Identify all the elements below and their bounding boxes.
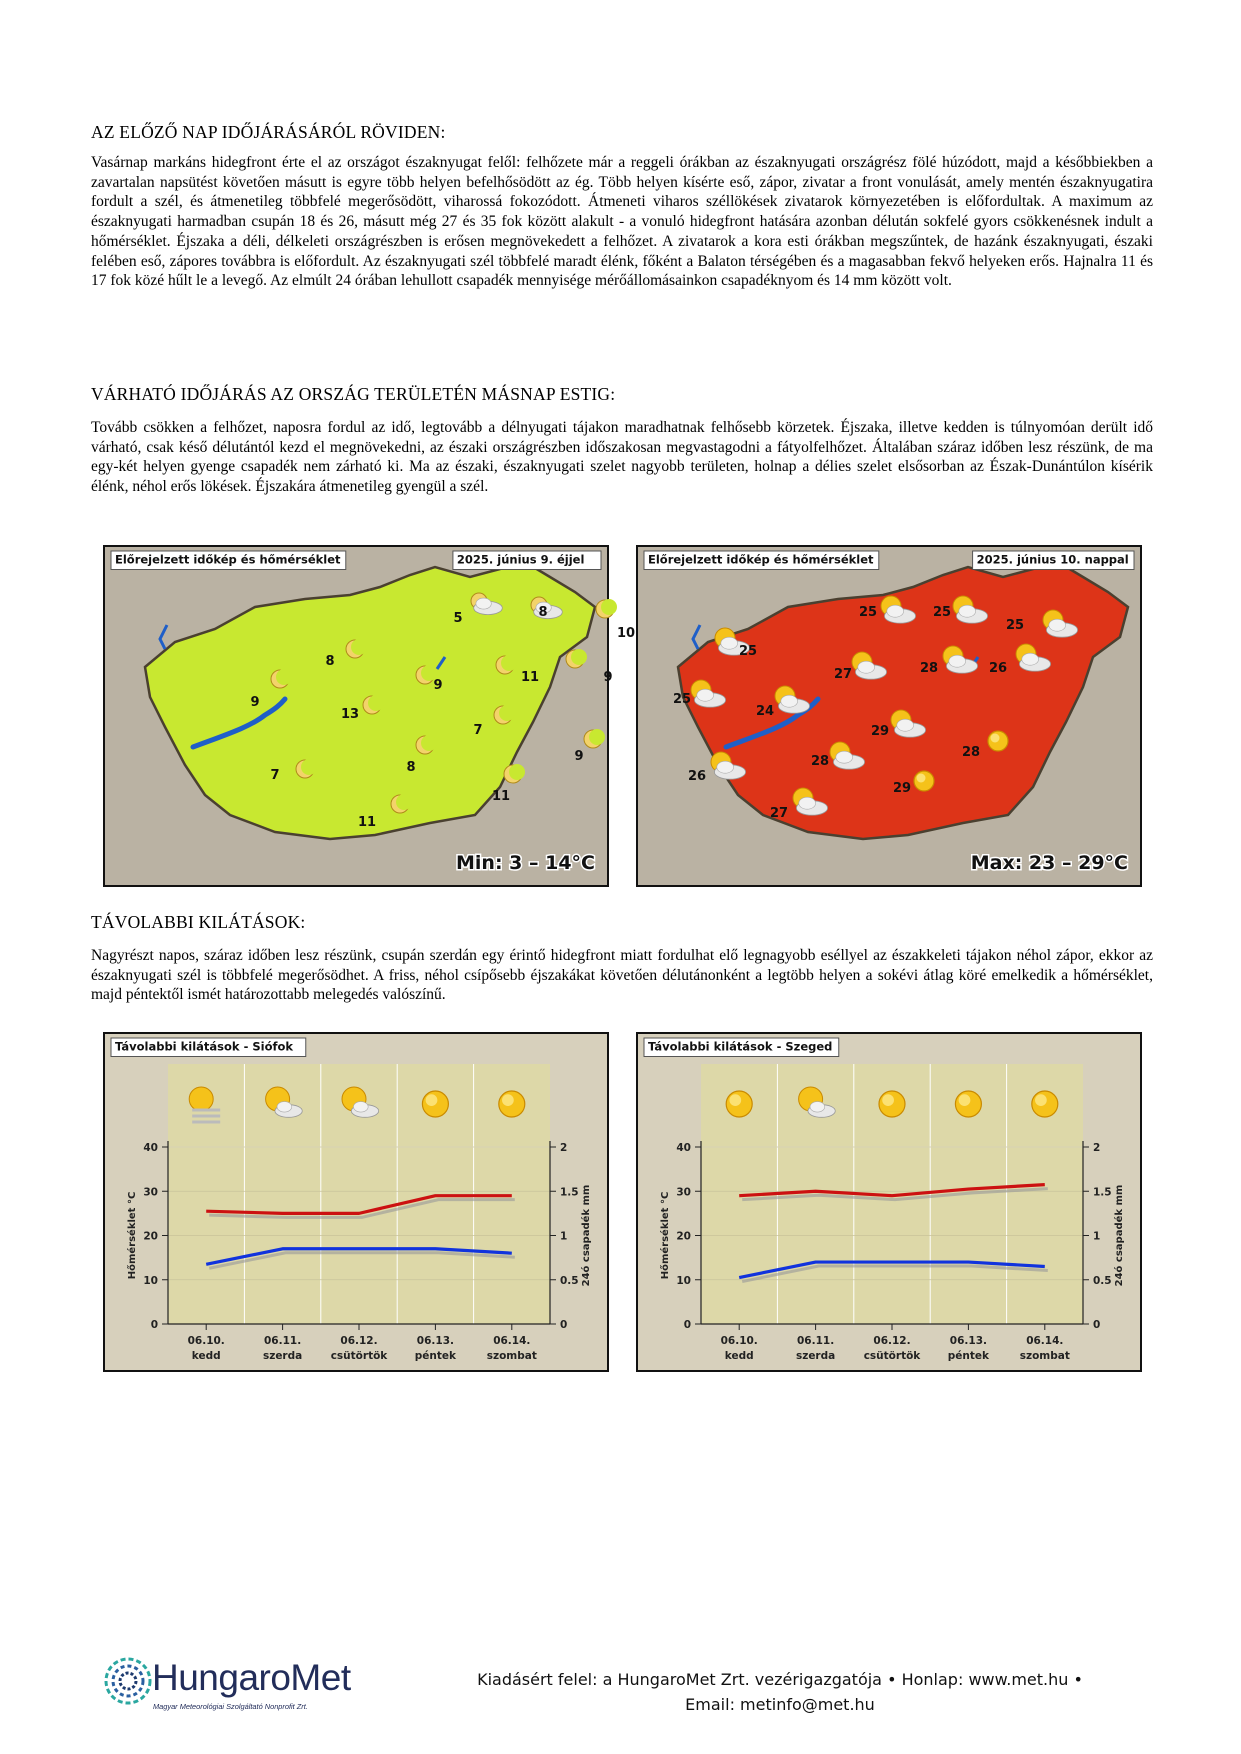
- x-tick-sublabel: szerda: [262, 1350, 303, 1362]
- y-tick-label: 10: [143, 1274, 158, 1287]
- x-tick-sublabel: szombat: [1019, 1350, 1070, 1362]
- sun-highlight: [426, 1094, 438, 1106]
- temperature-label: 11: [357, 815, 377, 830]
- moon-shadow: [301, 759, 317, 775]
- moon-shadow: [276, 669, 292, 685]
- x-tick-label: 06.13.: [416, 1335, 455, 1347]
- cloud-puff: [836, 751, 853, 763]
- chart-graphic: [638, 1034, 1140, 1370]
- moon-shadow: [368, 695, 384, 711]
- y-tick-label: 10: [676, 1274, 691, 1287]
- map-date: 2025. június 10. nappal: [976, 552, 1129, 567]
- temperature-label: 9: [603, 670, 613, 685]
- y2-tick-label: 1.5: [560, 1186, 579, 1199]
- forecast-map-night: [103, 545, 636, 887]
- y-axis-label: Hőmérséklet °C: [660, 1191, 671, 1280]
- temperature-label: 13: [340, 707, 360, 722]
- map-graphic: [638, 547, 1140, 885]
- cloud-puff: [697, 689, 714, 701]
- temperature-label: 27: [833, 667, 853, 682]
- map-range: Max: 23 – 29°C: [970, 852, 1128, 874]
- map-graphic: [105, 547, 636, 885]
- footer-line-1: Kiadásért felel: a HungaroMet Zrt. vezérigazgatója • Honlap: www.met.hu •: [477, 1670, 1083, 1689]
- y-tick-label: 40: [676, 1142, 691, 1154]
- y-tick-label: 20: [143, 1230, 158, 1243]
- x-tick-label: 06.14.: [493, 1335, 531, 1347]
- hungaromet-logo-icon: [103, 1656, 153, 1706]
- sun-icon: [726, 1091, 752, 1117]
- temperature-label: 28: [919, 661, 939, 676]
- temperature-label: 11: [491, 789, 511, 804]
- map-header: Előrejelzett időkép és hőmérséklet: [115, 552, 341, 567]
- x-tick-sublabel: kedd: [724, 1350, 754, 1362]
- sun-icon: [499, 1091, 525, 1117]
- cloud-puff: [781, 695, 798, 707]
- cloud-puff: [897, 719, 914, 731]
- temperature-label: 25: [858, 605, 878, 620]
- x-tick-label: 06.12.: [340, 1335, 378, 1347]
- x-tick-label: 06.12.: [873, 1335, 911, 1347]
- sun-icon: [914, 771, 934, 791]
- moon-shadow: [421, 735, 437, 751]
- section-title-forecast: VÁRHATÓ IDŐJÁRÁS AZ ORSZÁG TERÜLETÉN MÁSNAP ESTIG:: [91, 384, 616, 404]
- x-tick-sublabel: csütörtök: [863, 1350, 921, 1362]
- temperature-label: 25: [1005, 618, 1025, 633]
- x-tick-sublabel: szombat: [486, 1350, 537, 1362]
- y-tick-label: 0: [683, 1319, 691, 1331]
- x-tick-label: 06.10.: [187, 1335, 225, 1347]
- temperature-label: 10: [616, 626, 636, 641]
- temperature-label: 24: [755, 704, 775, 719]
- map-range: Min: 3 – 14°C: [456, 852, 595, 874]
- sun-icon: [955, 1091, 981, 1117]
- y2-tick-label: 1: [1093, 1230, 1101, 1243]
- sun-highlight: [959, 1094, 971, 1106]
- moon-shadow: [509, 764, 525, 780]
- y-tick-label: 40: [143, 1142, 158, 1154]
- cloud-puff: [949, 655, 966, 667]
- sun-highlight: [1035, 1094, 1047, 1106]
- temperature-label: 29: [892, 781, 912, 796]
- temperature-label: 8: [406, 760, 416, 775]
- temperature-label: 8: [538, 605, 548, 620]
- y2-tick-label: 0: [560, 1319, 568, 1331]
- y2-axis-label: 24ó csapadék mm: [1114, 1184, 1125, 1287]
- x-tick-label: 06.10.: [720, 1335, 758, 1347]
- y-tick-label: 30: [676, 1186, 691, 1199]
- y2-tick-label: 0.5: [560, 1274, 579, 1287]
- x-tick-label: 06.11.: [263, 1335, 302, 1347]
- temperature-label: 26: [687, 769, 707, 784]
- cloud-puff: [810, 1102, 825, 1113]
- temperature-label: 29: [870, 724, 890, 739]
- cloud-puff: [476, 598, 491, 609]
- cloud-puff: [1022, 653, 1039, 665]
- temperature-label: 25: [738, 644, 758, 659]
- moon-shadow: [601, 599, 617, 615]
- paragraph-outlook: Nagyrészt napos, száraz időben lesz részünk, csupán szerdán egy érintő hidegfront miatt fordulhat elő legnagyobb eséllyel az északkeleti tájakon néhol zápor, ekkor az északnyugati szél is többfelé megerősödhet. A friss, néhol csípősebb éjszakákat követően délutánonként a legtöbb helyen a sokévi átlag köré emelkedik a hőmérséklet, majd péntektől ismét határozottabb melegedés valószínű.: [91, 947, 1153, 1004]
- sun-icon: [988, 731, 1008, 751]
- cloud-puff: [277, 1102, 292, 1113]
- sun-disc: [189, 1087, 213, 1111]
- cloud-puff: [799, 797, 816, 809]
- temperature-label: 28: [810, 754, 830, 769]
- moon-shadow: [589, 729, 605, 745]
- footer-line-2: Email: metinfo@met.hu: [685, 1695, 875, 1714]
- cloud-puff: [1049, 619, 1066, 631]
- y-tick-label: 0: [150, 1319, 158, 1331]
- moon-shadow: [571, 649, 587, 665]
- temperature-label: 8: [325, 654, 335, 669]
- footer-text: [380, 1667, 1180, 1717]
- y2-tick-label: 2: [560, 1142, 568, 1154]
- sun-highlight: [991, 734, 1000, 743]
- y-tick-label: 30: [143, 1186, 158, 1199]
- sun-highlight: [917, 774, 926, 783]
- outlook-chart-siofok: [103, 1032, 609, 1372]
- temperature-label: 25: [932, 605, 952, 620]
- x-tick-label: 06.13.: [949, 1335, 988, 1347]
- x-tick-sublabel: péntek: [947, 1350, 990, 1362]
- temperature-label: 9: [250, 695, 260, 710]
- map-date: 2025. június 9. éjjel: [456, 552, 585, 567]
- chart-title: Távolabbi kilátások - Szeged: [648, 1039, 833, 1054]
- cloud-puff: [887, 605, 904, 617]
- sun-highlight: [502, 1094, 514, 1106]
- section-title-outlook: TÁVOLABBI KILÁTÁSOK:: [91, 912, 306, 932]
- sun-highlight: [882, 1094, 894, 1106]
- sun-icon: [879, 1091, 905, 1117]
- temperature-label: 9: [574, 749, 584, 764]
- x-tick-label: 06.11.: [796, 1335, 835, 1347]
- section-title-yesterday: AZ ELŐZŐ NAP IDŐJÁRÁSÁRÓL RÖVIDEN:: [91, 122, 446, 142]
- chart-title: Távolabbi kilátások - Siófok: [115, 1039, 294, 1054]
- y-tick-label: 20: [676, 1230, 691, 1243]
- temperature-label: 26: [988, 661, 1008, 676]
- sun-icon: [1032, 1091, 1058, 1117]
- x-tick-label: 06.14.: [1026, 1335, 1064, 1347]
- moon-shadow: [499, 705, 515, 721]
- map-header: Előrejelzett időkép és hőmérséklet: [648, 552, 874, 567]
- paragraph-yesterday: Vasárnap markáns hidegfront érte el az országot északnyugat felől: felhőzete már a reggeli órákban az északnyugati országrész fölé húzódott, majd a későbbiekben a zavartalan napsütést követően másutt is egyre több helyen befelhősödött az ég. Több helyen kísérte eső, zápor, zivatar a front vonulását, amely mentén északnyugatira fordult a szél, és átmenetileg többfelé megerősödött, viharossá fokozódott. Átmeneti viharos széllökések zivatarok környezetében is előfordultak. A maximum az északnyugati harmadban csupán 18 és 26, másutt még 27 és 35 fok között alakult - a vonuló hidegfront hatására azonban délután sokfelé gyors csökkenésnek indult a hőmérséklet. Éjszaka a déli, délkeleti országrészben is erősen megnövekedett a felhőzet. A zivatarok a kora esti órákban megszűntek, de hazánk északnyugati, északi felében eső, zápores továbbra is előfordult. Az északnyugati szél többfelé maradt élénk, főként a Balaton térségében és a magasabban fekvő helyeken erős. Hajnalra 11 és 17 fok közé hűlt le a levegő. Az elmúlt 24 órában lehullott csapadék mennyisége mérőállomásainkon csapadéknyom és 14 mm között volt.: [91, 154, 1153, 290]
- x-tick-sublabel: szerda: [795, 1350, 836, 1362]
- logo-name: HungaroMet: [152, 1657, 351, 1698]
- sun-highlight: [729, 1094, 741, 1106]
- moon-icon: [596, 599, 617, 618]
- temperature-label: 27: [769, 806, 789, 821]
- moon-shadow: [351, 639, 367, 655]
- outlook-chart-szeged: [636, 1032, 1142, 1372]
- y2-tick-label: 0.5: [1093, 1274, 1112, 1287]
- y-axis-label: Hőmérséklet °C: [127, 1191, 138, 1280]
- paragraph-forecast: Tovább csökken a felhőzet, naposra fordul az idő, legtovább a délnyugati tájakon maradhatnak felhősebb körzetek. Éjszaka, illetve kedden is túlnyomóan derült idő várható, csak késő délutántól kezd el megnövekedni, az északi országrészben időszakosan megvastagodni a fátyolfelhőzet. Általában száraz időben lesz részünk, de ma egy-két helyen gyenge csapadék nem zárható ki. Ma az északi, északnyugati szelet nagyobb területen, holnap a délies szelet elsősorban az Észak-Dunántúlon kísérik élénk, néhol erős lökések. Éjszakára átmenetileg gyengül a szél.: [91, 419, 1153, 496]
- moon-shadow: [396, 794, 412, 810]
- moon-shadow: [501, 655, 517, 671]
- temperature-label: 5: [453, 611, 463, 626]
- y2-axis-label: 24ó csapadék mm: [581, 1184, 592, 1287]
- x-tick-sublabel: csütörtök: [330, 1350, 388, 1362]
- forecast-map-day: [636, 545, 1142, 887]
- x-tick-sublabel: péntek: [414, 1350, 457, 1362]
- temperature-label: 9: [433, 678, 443, 693]
- temperature-label: 7: [270, 768, 280, 783]
- temperature-label: 25: [672, 692, 692, 707]
- sun-icon: [422, 1091, 448, 1117]
- y2-tick-label: 1: [560, 1230, 568, 1243]
- logo-subtitle: Magyar Meteorológiai Szolgáltató Nonprofit Zrt.: [153, 1702, 308, 1711]
- cloud-puff: [353, 1102, 368, 1113]
- temperature-label: 28: [961, 745, 981, 760]
- cloud-puff: [717, 761, 734, 773]
- cloud-puff: [858, 661, 875, 673]
- x-tick-sublabel: kedd: [191, 1350, 221, 1362]
- temperature-label: 11: [520, 670, 540, 685]
- temperature-label: 7: [473, 723, 483, 738]
- chart-graphic: [105, 1034, 607, 1370]
- y2-tick-label: 2: [1093, 1142, 1101, 1154]
- cloud-puff: [959, 605, 976, 617]
- y2-tick-label: 1.5: [1093, 1186, 1112, 1199]
- y2-tick-label: 0: [1093, 1319, 1101, 1331]
- cloud-puff: [721, 637, 738, 649]
